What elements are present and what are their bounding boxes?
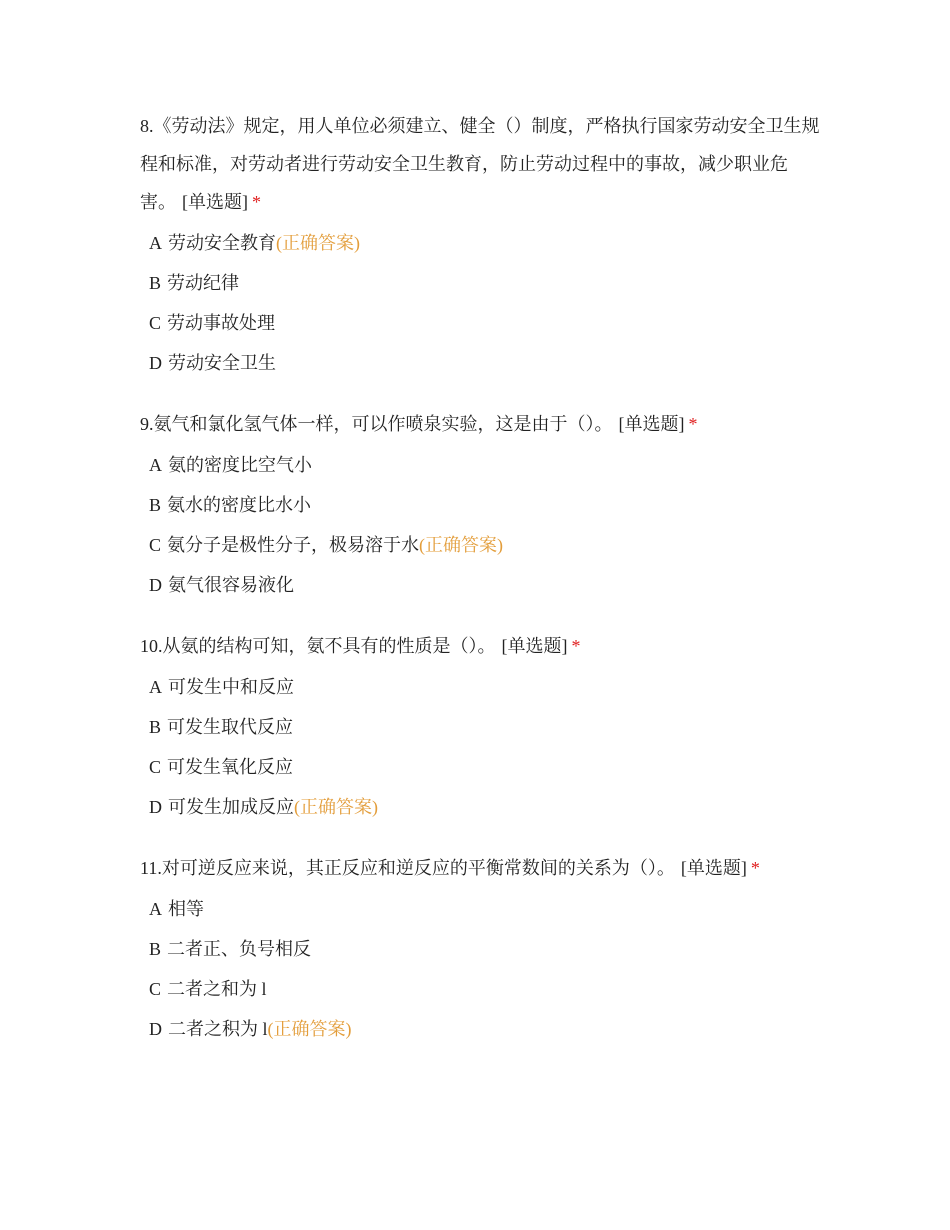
- option-letter: C: [149, 979, 162, 999]
- question-text: 11.对可逆反应来说，其正反应和逆反应的平衡常数间的关系为（）。: [140, 858, 675, 878]
- required-mark: *: [252, 192, 261, 212]
- option-letter: C: [149, 535, 162, 555]
- option-letter: D: [149, 575, 162, 595]
- question-10: [140, 627, 820, 827]
- option-c: [140, 969, 820, 1009]
- option-a: [140, 889, 820, 929]
- question-stem: [140, 405, 820, 443]
- option-text: 氨的密度比空气小: [168, 455, 312, 475]
- option-text: 可发生取代反应: [167, 717, 294, 737]
- option-a: [140, 667, 820, 707]
- option-text: 氨水的密度比水小: [167, 495, 312, 515]
- option-letter: B: [149, 273, 162, 293]
- option-b: [140, 707, 820, 747]
- question-stem: [140, 849, 820, 887]
- option-list: [140, 223, 820, 383]
- question-stem: [140, 107, 820, 221]
- option-b: [140, 485, 820, 525]
- option-letter: A: [149, 677, 162, 697]
- option-text: 劳动事故处理: [167, 313, 276, 333]
- option-c: [140, 303, 820, 343]
- correct-answer-label: (正确答案): [294, 797, 378, 817]
- required-mark: *: [688, 414, 698, 434]
- option-b: [140, 263, 820, 303]
- option-letter: A: [149, 455, 162, 475]
- correct-answer-label: (正确答案): [276, 233, 360, 253]
- option-letter: C: [149, 757, 162, 777]
- question-text: 10.从氨的结构可知，氨不具有的性质是（）。: [140, 636, 496, 656]
- required-mark: *: [571, 636, 581, 656]
- question-type-label: [单选题]: [618, 414, 685, 434]
- question-8: [140, 107, 820, 383]
- correct-answer-label: (正确答案): [267, 1019, 352, 1039]
- option-text: 可发生中和反应: [168, 677, 294, 697]
- question-text: 8.《劳动法》规定，用人单位必须建立、健全（）制度，严格执行国家劳动安全卫生规程和标准，对劳动者进行劳动安全卫生教育，防止劳动过程中的事故，减少职业危害。: [140, 116, 820, 212]
- option-letter: C: [149, 313, 162, 333]
- option-text: 劳动纪律: [167, 273, 240, 293]
- question-text: 9.氨气和氯化氢气体一样，可以作喷泉实验，这是由于（）。: [140, 414, 613, 434]
- option-c: [140, 525, 820, 565]
- option-letter: D: [149, 1019, 162, 1039]
- question-11: [140, 849, 820, 1049]
- option-text: 可发生加成反应: [168, 797, 294, 817]
- option-text: 二者之和为 l: [167, 979, 267, 999]
- option-text: 可发生氧化反应: [167, 757, 294, 777]
- option-a: [140, 223, 820, 263]
- question-list: [140, 107, 820, 1071]
- option-letter: B: [149, 717, 162, 737]
- correct-answer-label: (正确答案): [419, 535, 504, 555]
- required-mark: *: [750, 858, 760, 878]
- question-9: [140, 405, 820, 605]
- option-c: [140, 747, 820, 787]
- question-type-label: [单选题]: [182, 192, 248, 212]
- option-text: 氨分子是极性分子，极易溶于水: [167, 535, 420, 555]
- option-text: 氨气很容易液化: [168, 575, 294, 595]
- option-letter: B: [149, 495, 162, 515]
- question-stem: [140, 627, 820, 665]
- option-d: [140, 343, 820, 383]
- option-letter: B: [149, 939, 162, 959]
- option-b: [140, 929, 820, 969]
- option-text: 二者之积为 l: [168, 1019, 268, 1039]
- option-letter: D: [149, 353, 162, 373]
- option-text: 劳动安全卫生: [168, 353, 276, 373]
- option-text: 二者正、负号相反: [167, 939, 312, 959]
- option-letter: D: [149, 797, 162, 817]
- option-list: [140, 445, 820, 605]
- option-letter: A: [149, 899, 162, 919]
- question-type-label: [单选题]: [501, 636, 568, 656]
- option-text: 劳动安全教育: [168, 233, 276, 253]
- option-list: [140, 667, 820, 827]
- option-text: 相等: [168, 899, 204, 919]
- option-a: [140, 445, 820, 485]
- option-d: [140, 787, 820, 827]
- option-list: [140, 889, 820, 1049]
- option-d: [140, 1009, 820, 1049]
- option-letter: A: [149, 233, 162, 253]
- option-d: [140, 565, 820, 605]
- question-type-label: [单选题]: [680, 858, 747, 878]
